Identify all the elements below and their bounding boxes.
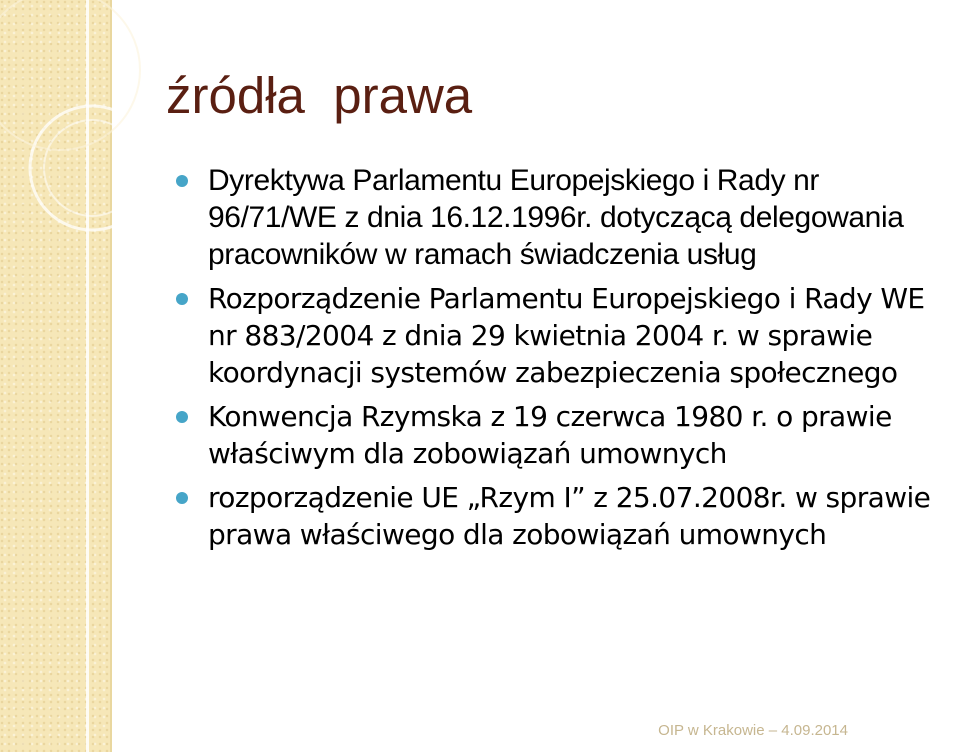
bullet-dot-icon: [176, 411, 188, 423]
bullet-item: [176, 479, 946, 553]
bullet-dot-icon: [176, 492, 188, 504]
bullet-item: [176, 280, 946, 391]
decorative-circles: [0, 0, 200, 260]
slide-title: źródła prawa: [166, 67, 473, 124]
slide-footer: OIP w Krakowie – 4.09.2014: [658, 722, 848, 739]
bullet-item: [176, 162, 946, 273]
bullet-text: Rozporządzenie Parlamentu Europejskiego i Rady WE nr 883/2004 z dnia 29 kwietnia 2004 r. w sprawie koordynacji systemów zabezpieczenia społecznego: [208, 282, 925, 389]
bullet-dot-icon: [176, 293, 188, 305]
bullet-text: rozporządzenie UE „Rzym I” z 25.07.2008r. w sprawie prawa właściwego dla zobowiązań umownych: [208, 481, 931, 551]
bullet-item: [176, 398, 946, 472]
bullet-list: [176, 162, 946, 560]
bullet-text: Dyrektywa Parlamentu Europejskiego i Rady nr 96/71/WE z dnia 16.12.1996r. dotyczącą delegowania pracowników w ramach świadczenia usług: [208, 164, 904, 271]
bullet-dot-icon: [176, 175, 188, 187]
bullet-text: Konwencja Rzymska z 19 czerwca 1980 r. o prawie właściwym dla zobowiązań umownych: [208, 400, 892, 470]
